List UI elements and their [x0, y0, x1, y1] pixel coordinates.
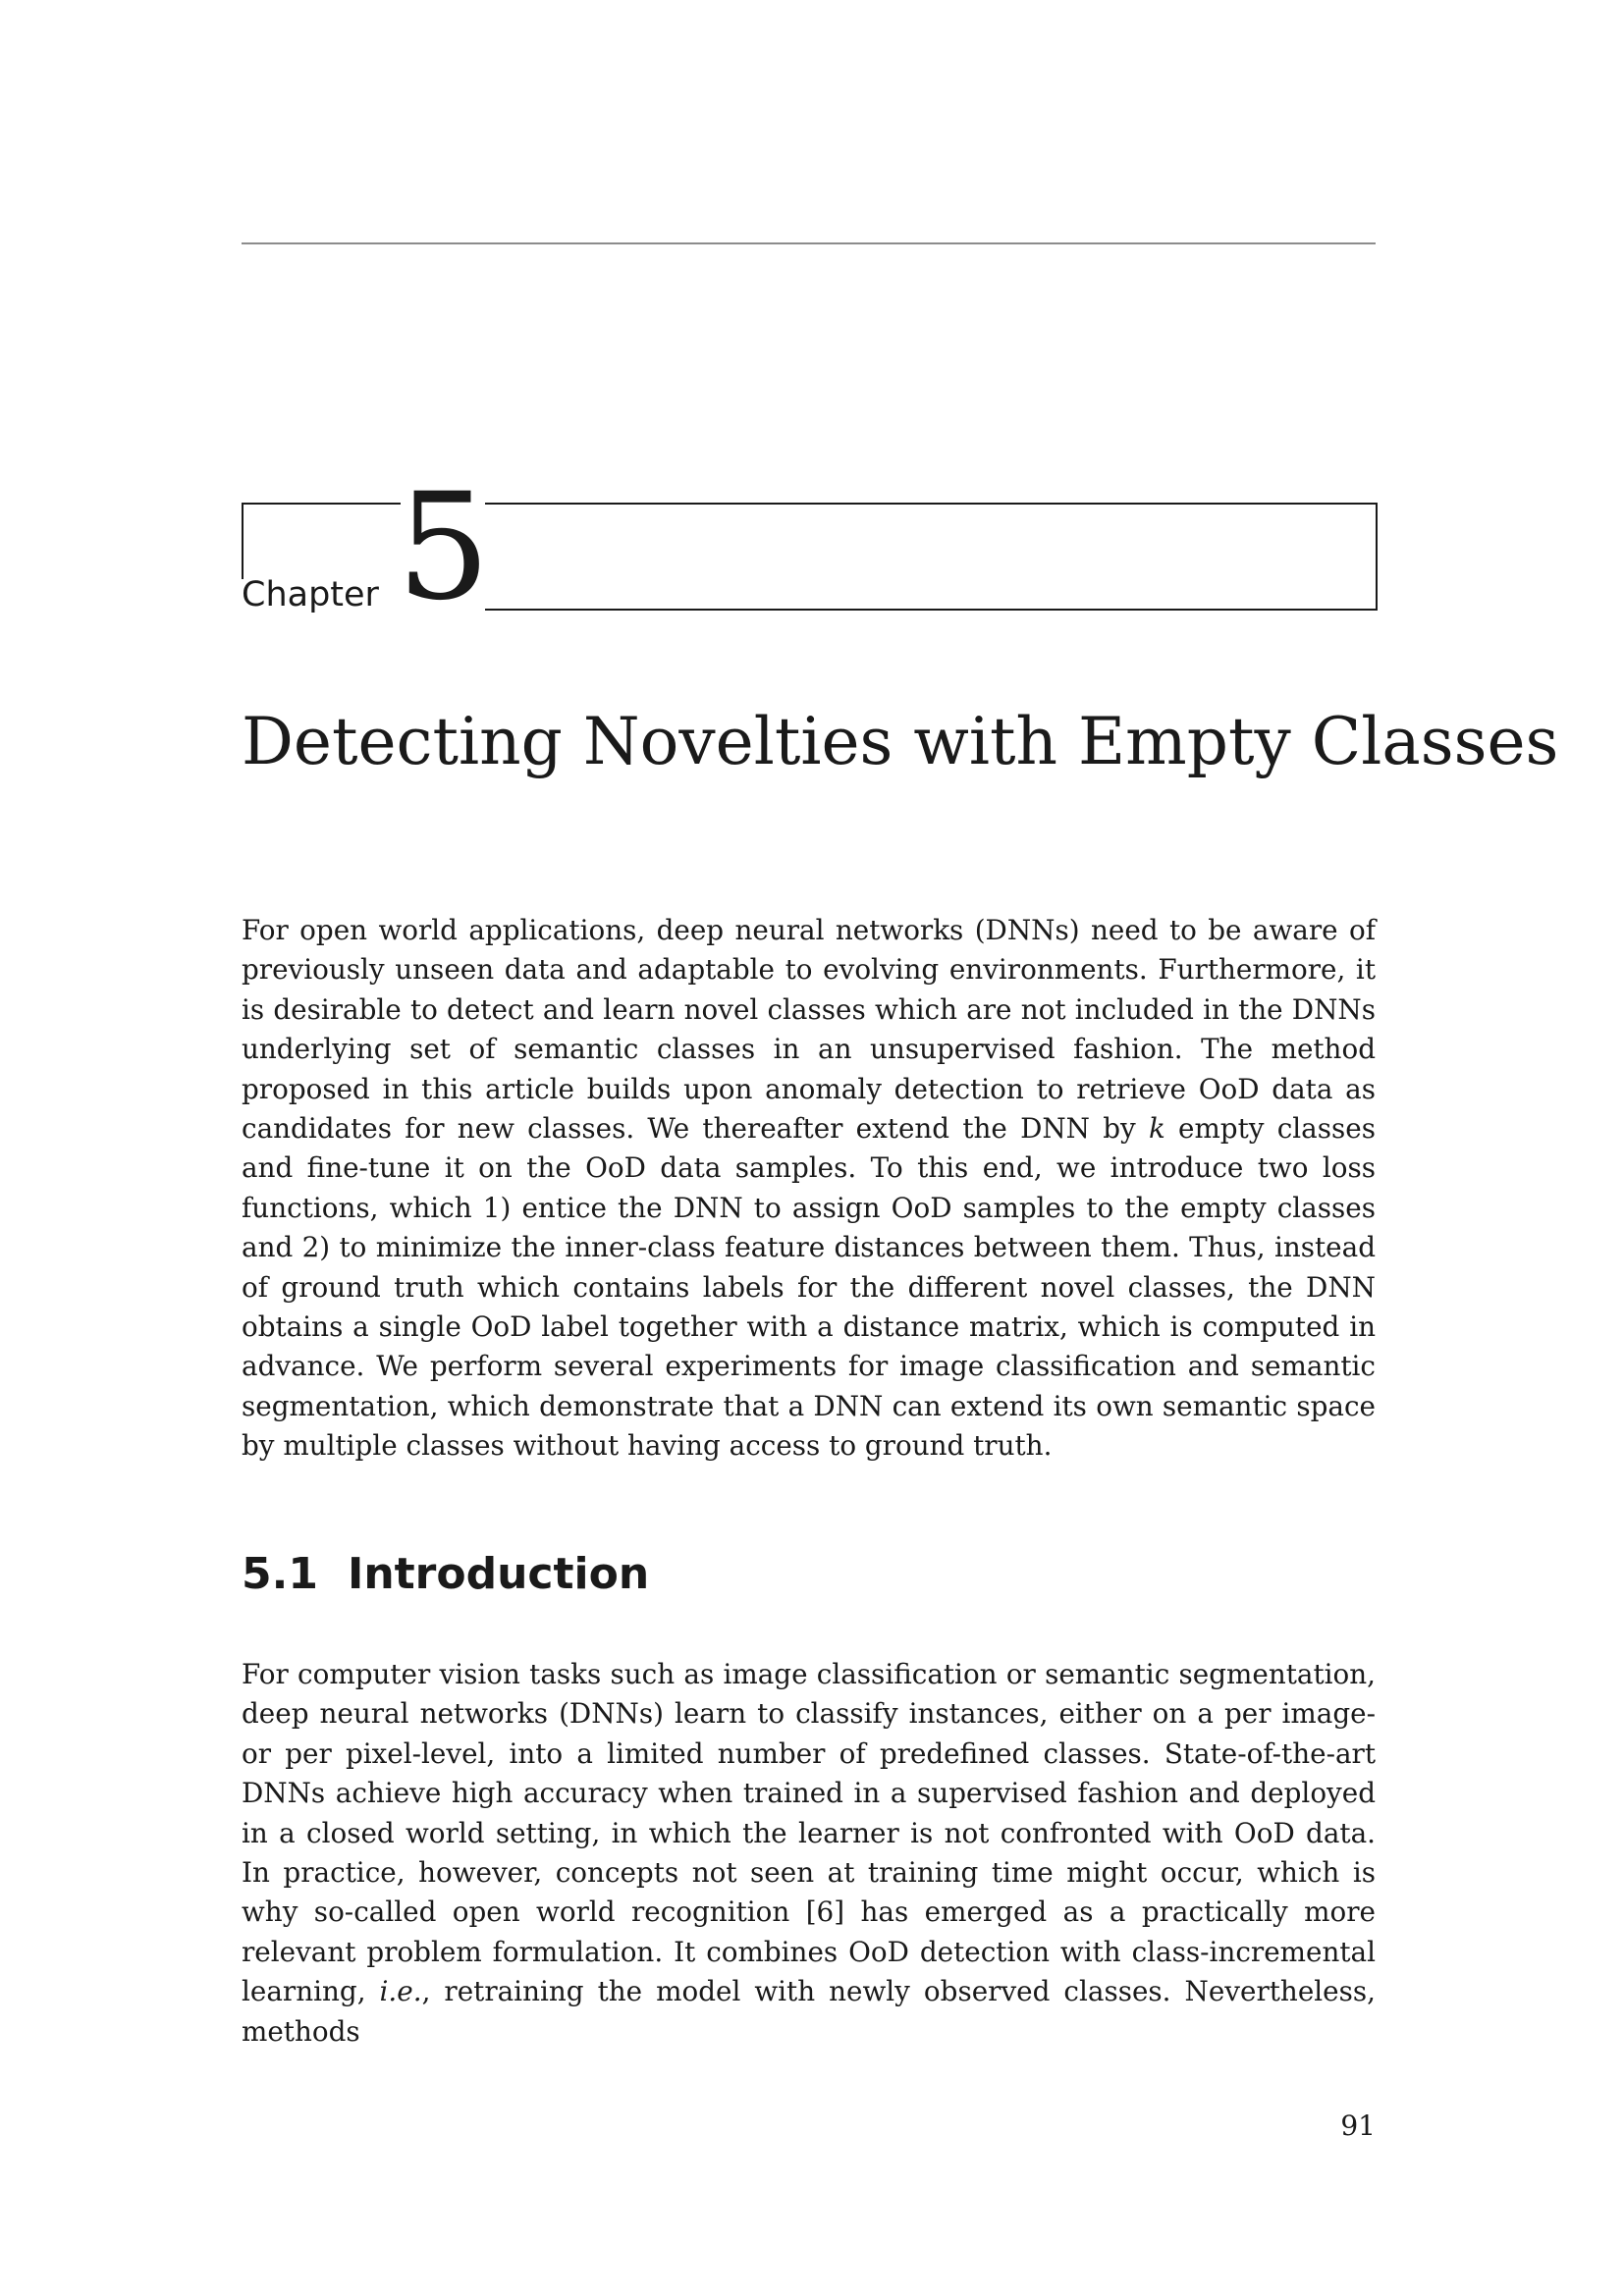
abstract-text-2: empty classes and fine-tune it on the OoD data samples. To this end, we introduce two loss functions, which 1) entice the DNN to assign OoD samples to the empty classes and 2) to minimize the inner-class feature distances between them. Thus, instead of ground truth which contains labels for the different novel classes, the DNN obtains a single OoD label together with a distance matrix, which is computed in advance. We perform several experiments for image classification and semantic segmentation, which demonstrate that a DNN can extend its own semantic space by multiple classes without having access to ground truth.: [242, 1112, 1376, 1463]
chapter-number: 5: [397, 462, 491, 633]
intro-ie: i.e.: [379, 1975, 422, 2008]
chapter-title: Detecting Novelties with Empty Classes: [242, 704, 1559, 779]
intro-text-1: For computer vision tasks such as image classification or semantic segmentation, deep neural networks (DNNs) learn to classify instances, either on a per image- or per pixel-level, into a limited number of predefined classes. State-of-the-art DNNs achieve high accuracy when trained in a supervised fashion and deployed in a closed world setting, in which the learner is not confronted with OoD data. In practice, however, concepts not seen at training time might occur, which is why so-called open world recognition [6] has emerged as a practically more relevant problem formulation. It combines OoD detection with class-incremental learning,: [242, 1658, 1376, 2008]
chapter-abstract: [242, 911, 1376, 1467]
section-heading: [242, 1548, 649, 1601]
intro-text-2: , retraining the model with newly observed classes. Nevertheless, methods: [242, 1975, 1376, 2048]
section-title: Introduction: [347, 1549, 650, 1599]
chapter-label: Chapter: [242, 575, 379, 614]
chapter-frame-left: [242, 503, 401, 579]
header-rule: [242, 242, 1376, 244]
introduction-paragraph: [242, 1655, 1376, 2052]
section-number: 5.1: [242, 1549, 318, 1599]
abstract-variable-k: k: [1148, 1112, 1165, 1146]
chapter-frame-right: [485, 503, 1378, 611]
page-number: 91: [1340, 2109, 1376, 2142]
abstract-text-1: For open world applications, deep neural networks (DNNs) need to be aware of previously unseen data and adaptable to evolving environments. Furthermore, it is desirable to detect and learn novel classes which are not included in the DNNs underlying set of semantic classes in an unsupervised fashion. The method proposed in this article builds upon anomaly detection to retrieve OoD data as candidates for new classes. We thereafter extend the DNN by: [242, 914, 1376, 1146]
